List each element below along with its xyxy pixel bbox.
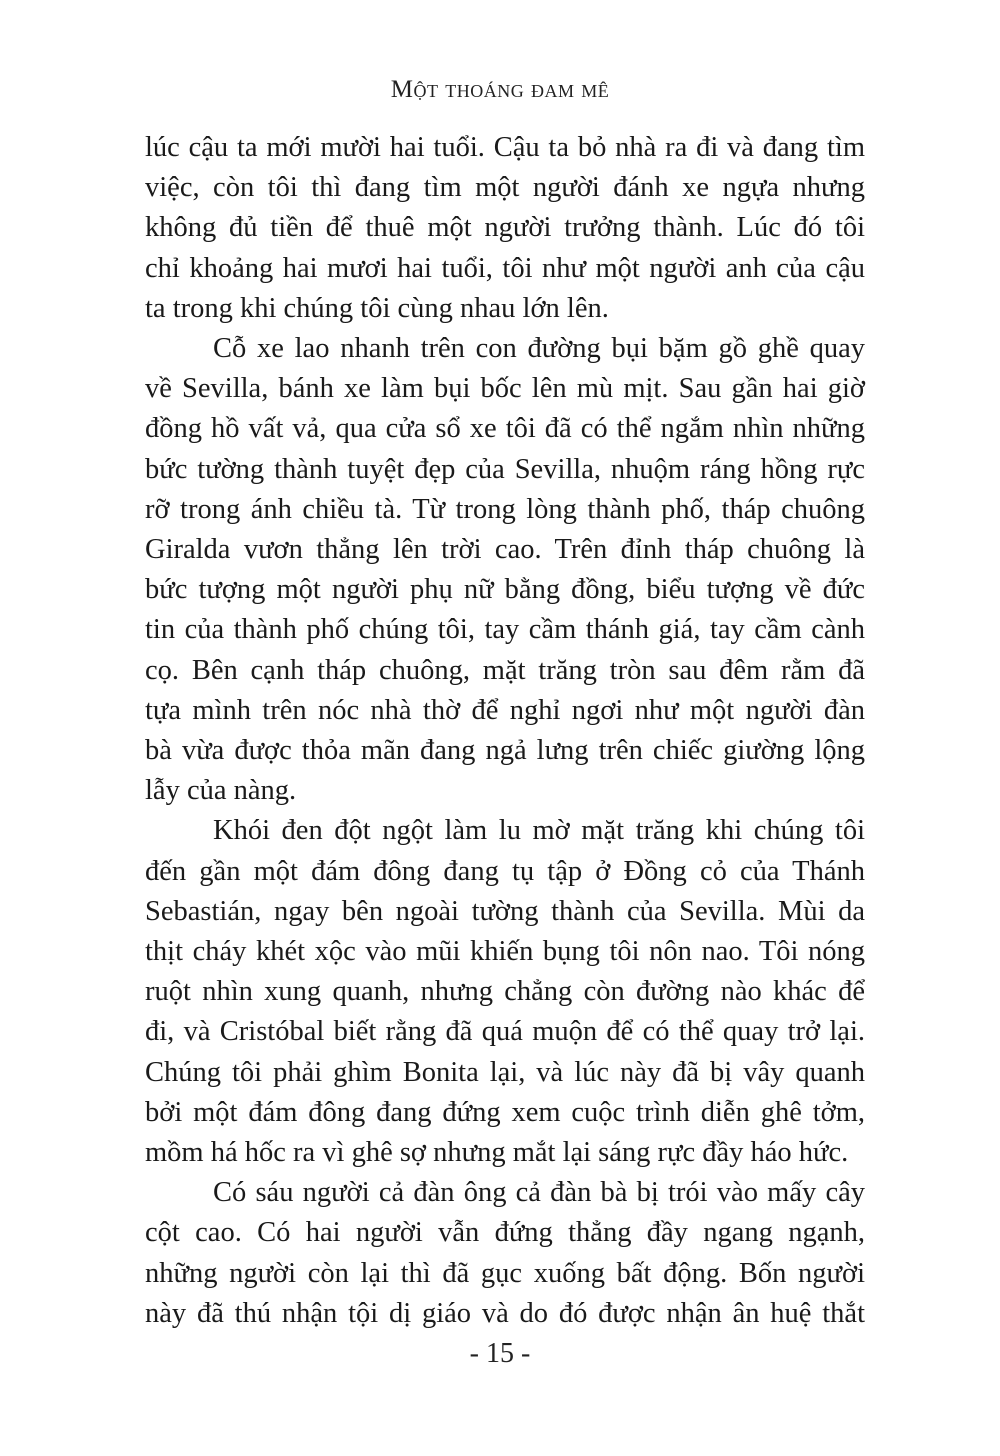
- text-line: Khói đen đột ngột làm lu mờ mặt trăng khi chúng tôi: [213, 815, 865, 847]
- text-line: lúc cậu ta mới mười hai tuổi. Cậu ta bỏ nhà ra đi và đang tìm: [145, 132, 865, 163]
- text-line: đồng hồ vất vả, qua cửa sổ xe tôi đã có thể ngắm nhìn những: [145, 413, 865, 445]
- text-line: đến gần một đám đông đang tụ tập ở Đồng cỏ của Thánh: [145, 855, 865, 887]
- text-line: Cỗ xe lao nhanh trên con đường bụi bặm gồ ghề quay: [213, 333, 865, 365]
- text-line: rỡ trong ánh chiều tà. Từ trong lòng thành phố, tháp chuông: [145, 493, 865, 525]
- text-line: chỉ khoảng hai mươi hai tuổi, tôi như một người anh của cậu: [145, 252, 865, 284]
- paragraph: [145, 811, 865, 1173]
- text-line: bức tượng một người phụ nữ bằng đồng, biểu tượng về đức: [145, 574, 865, 606]
- text-line: bởi một đám đông đang đứng xem cuộc trình diễn ghê tởm,: [145, 1096, 865, 1128]
- text-line: cọ. Bên cạnh tháp chuông, mặt trăng tròn sau đêm rằm đã: [145, 654, 865, 686]
- text-line: bà vừa được thỏa mãn đang ngả lưng trên chiếc giường lộng: [145, 735, 865, 767]
- text-line: tựa mình trên nóc nhà thờ để nghỉ ngơi như một người đàn: [145, 694, 865, 726]
- text-line: tin của thành phố chúng tôi, tay cầm thánh giá, tay cầm cành: [145, 614, 865, 646]
- text-line: những người còn lại thì đã gục xuống bất động. Bốn người: [145, 1257, 865, 1289]
- paragraph: [145, 1173, 865, 1334]
- text-line: Có sáu người cả đàn ông cả đàn bà bị trói vào mấy cây: [213, 1177, 865, 1209]
- text-line: Sebastián, ngay bên ngoài tường thành của Sevilla. Mùi da: [145, 895, 865, 927]
- running-head: Một thoáng đam mê: [390, 76, 610, 103]
- text-line: Chúng tôi phải ghìm Bonita lại, và lúc này đã bị vây quanh: [145, 1056, 865, 1088]
- text-line: bức tường thành tuyệt đẹp của Sevilla, nhuộm ráng hồng rực: [145, 453, 865, 485]
- text-line: về Sevilla, bánh xe làm bụi bốc lên mù mịt. Sau gần hai giờ: [145, 373, 865, 405]
- text-line: mồm há hốc ra vì ghê sợ nhưng mắt lại sáng rực đầy háo hức.: [145, 1137, 849, 1169]
- text-line: ruột nhìn xung quanh, nhưng chẳng còn đường nào khác để: [145, 976, 865, 1008]
- paragraph: [145, 128, 865, 329]
- text-line: Giralda vươn thẳng lên trời cao. Trên đỉnh tháp chuông là: [145, 534, 865, 566]
- text-line: cột cao. Có hai người vẫn đứng thẳng đầy ngang ngạnh,: [145, 1217, 865, 1249]
- text-line: lẫy của nàng.: [145, 775, 297, 807]
- text-line: thịt cháy khét xộc vào mũi khiến bụng tôi nôn nao. Tôi nóng: [145, 936, 865, 968]
- paragraph: [145, 329, 865, 811]
- body-text: [145, 128, 865, 1334]
- text-line: không đủ tiền để thuê một người trưởng thành. Lúc đó tôi: [145, 212, 865, 244]
- text-line: ta trong khi chúng tôi cùng nhau lớn lên.: [145, 292, 609, 324]
- text-line: việc, còn tôi thì đang tìm một người đánh xe ngựa nhưng: [145, 172, 865, 204]
- text-line: đi, và Cristóbal biết rằng đã quá muộn để có thể quay trở lại.: [145, 1016, 865, 1048]
- text-line: này đã thú nhận tội dị giáo và do đó được nhận ân huệ thắt: [145, 1297, 865, 1329]
- page-number: - 15 -: [469, 1338, 531, 1369]
